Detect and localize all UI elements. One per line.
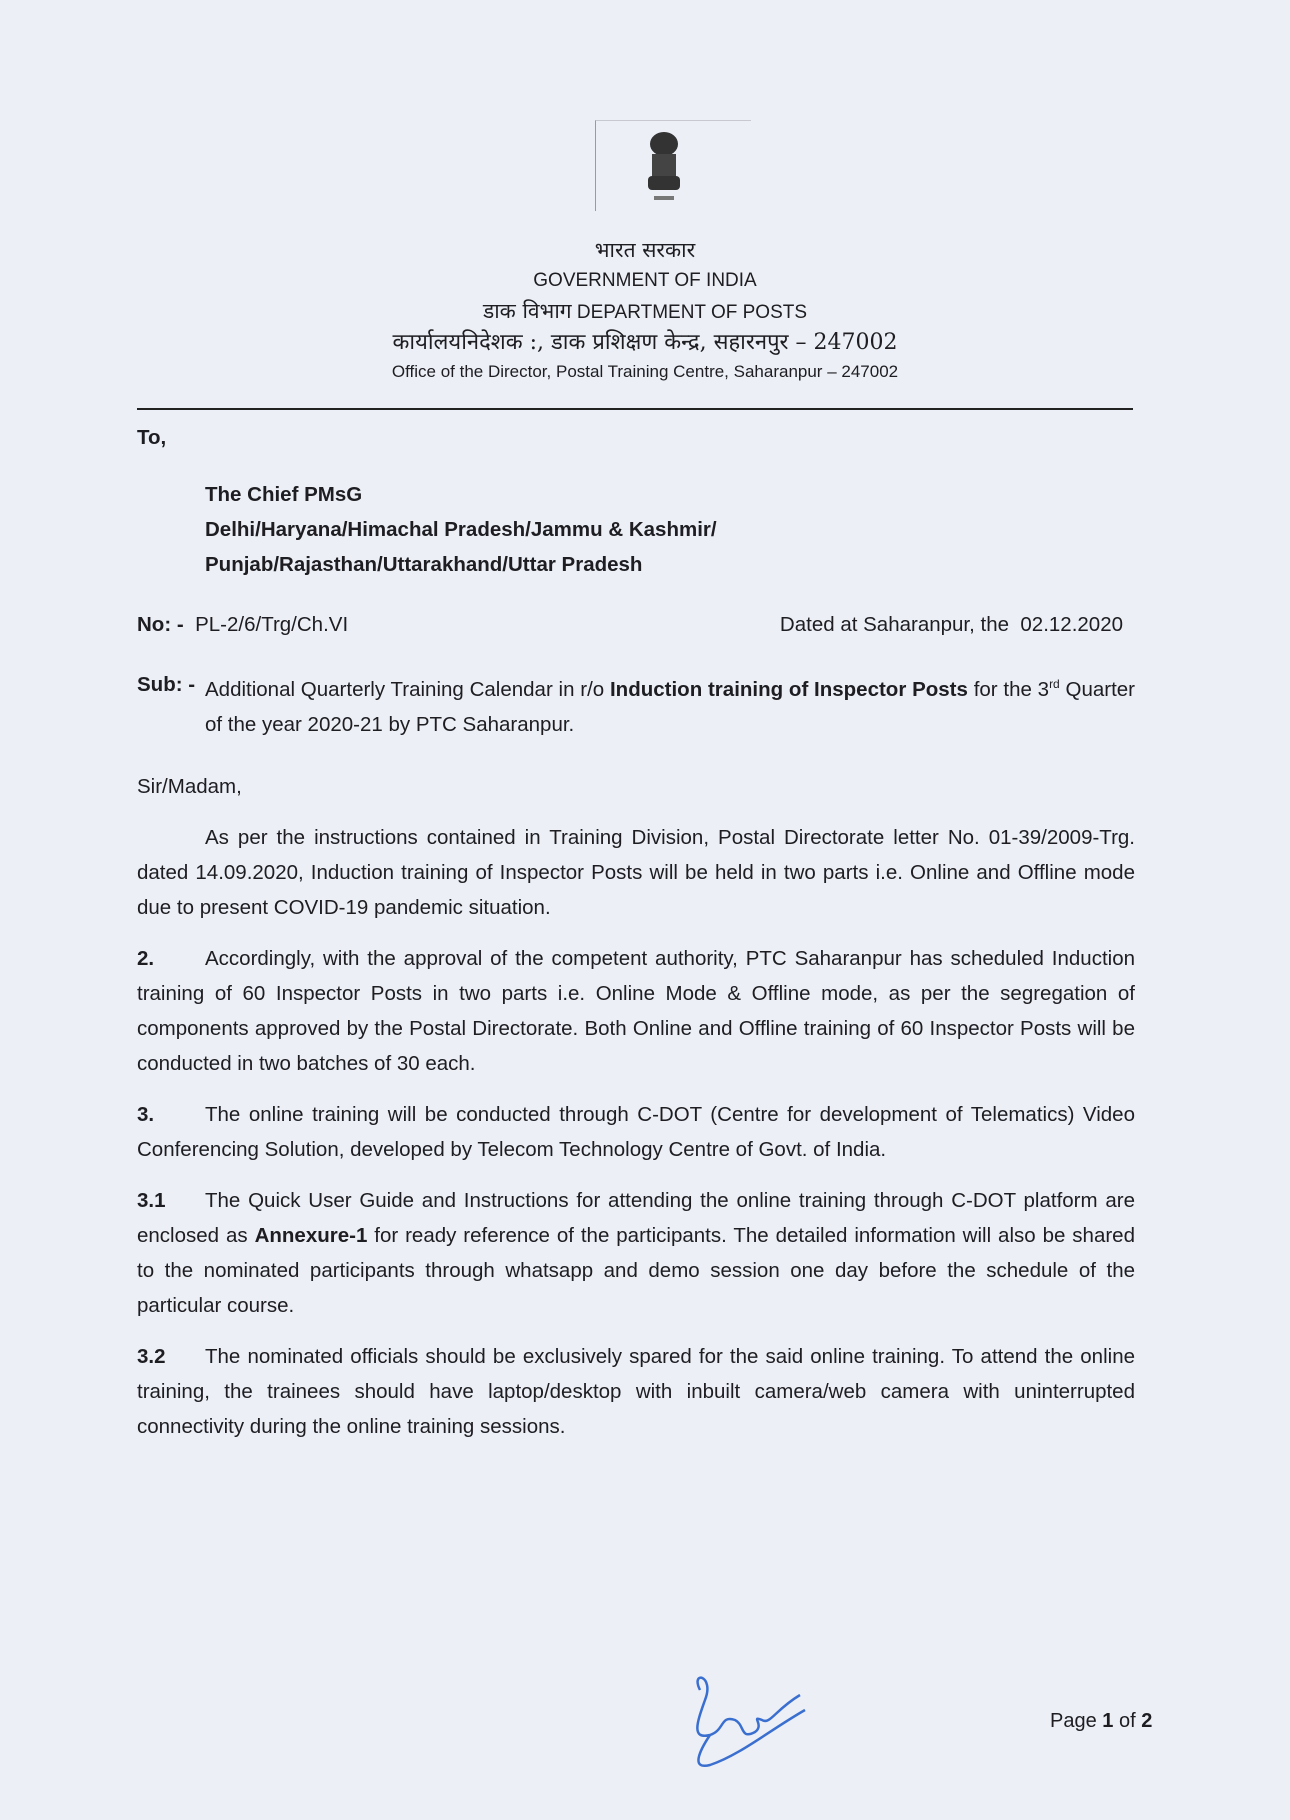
subject-label: Sub: - <box>137 673 196 696</box>
paragraph-3-1 <box>137 1183 1135 1323</box>
header-rule <box>137 408 1133 410</box>
to-label: To, <box>137 426 167 449</box>
para-text: The nominated officials should be exclusively spared for the said online training. To attend the online training, the trainees should have laptop/desktop with inbuilt camera/web camera with uninterrupted connectivity during the online training sessions. <box>137 1344 1135 1438</box>
office-hindi: कार्यालयनिदेशक :, डाक प्रशिक्षण केन्द्र, सहारनपुर – 247002 <box>392 330 898 355</box>
subject-bold: Induction training of Inspector Posts <box>609 677 968 701</box>
page-total: 2 <box>1141 1710 1153 1732</box>
national-emblem-icon <box>640 128 688 208</box>
para-text: for ready reference of the participants. The detailed information will also be shared to the nominated participants through whatsapp and demo session one day before the schedule of the particular course. <box>137 1223 1135 1317</box>
page-prefix: Page <box>1050 1710 1103 1732</box>
paragraph-1: As per the instructions contained in Training Division, Postal Directorate letter No. 01-39/2009-Trg. dated 14.09.2020, Induction training of Inspector Posts will be held in two parts i.e. Online and Offline mode due to present COVID-19 pandemic situation. <box>137 825 1135 919</box>
office-english: Office of the Director, Postal Training Centre, Saharanpur – 247002 <box>391 362 899 381</box>
address-line2: Delhi/Haryana/Himachal Pradesh/Jammu & Kashmir/ <box>205 518 717 541</box>
paragraph-3-2 <box>137 1339 1135 1444</box>
paragraph-3 <box>137 1097 1135 1167</box>
ref-number: PL-2/6/Trg/Ch.VI <box>195 613 349 636</box>
ref-label: No: - <box>137 613 184 636</box>
reference-line <box>137 607 1135 642</box>
paragraph-2 <box>137 941 1135 1081</box>
para-text: Accordingly, with the approval of the competent authority, PTC Saharanpur has scheduled Induction training of 60 Inspector Posts in two parts i.e. Online Mode & Offline mode, as per the segregation of components approved by the Postal Directorate. Both Online and Offline training of 60 Inspector Posts will be conducted in two batches of 30 each. <box>137 946 1135 1075</box>
annexure-ref: Annexure-1 <box>254 1223 368 1247</box>
para-number: 3.2 <box>137 1344 166 1368</box>
para-number: 2. <box>137 946 155 970</box>
letter-body <box>137 420 1135 1444</box>
address-line1: The Chief PMsG <box>205 483 363 506</box>
salutation: Sir/Madam, <box>137 774 242 798</box>
dept-english: DEPARTMENT OF POSTS <box>576 302 808 323</box>
para-text: The online training will be conducted through C-DOT (Centre for development of Telematics) Video Conferencing Solution, developed by Telecom Technology Centre of Govt. of India. <box>137 1102 1135 1161</box>
hindi-govt: भारत सरकार <box>594 238 696 262</box>
page-current: 1 <box>1102 1710 1114 1732</box>
subject-text: Quarter of the year 2020-21 by PTC Saharanpur. <box>205 677 1136 736</box>
signature <box>680 1670 810 1780</box>
dept-heading <box>0 297 1290 325</box>
para-number: 3. <box>137 1102 155 1126</box>
para-number: 3.1 <box>137 1188 166 1212</box>
page-number <box>1050 1710 1152 1733</box>
govt-heading: GOVERNMENT OF INDIA <box>533 270 757 291</box>
subject <box>137 667 1135 742</box>
dept-hindi: डाक विभाग <box>482 299 572 323</box>
ref-date: Dated at Saharanpur, the 02.12.2020 <box>779 613 1123 636</box>
subject-text: Additional Quarterly Training Calendar in r/o <box>205 677 610 701</box>
para-text: The Quick User Guide and Instructions for attending the online training through C-DOT platform are enclosed as <box>137 1188 1135 1247</box>
page-mid: of <box>1113 1710 1142 1732</box>
subject-sup: rd <box>1049 677 1060 691</box>
subject-text: for the 3 <box>967 677 1050 701</box>
address-line3: Punjab/Rajasthan/Uttarakhand/Uttar Pradesh <box>205 553 643 576</box>
